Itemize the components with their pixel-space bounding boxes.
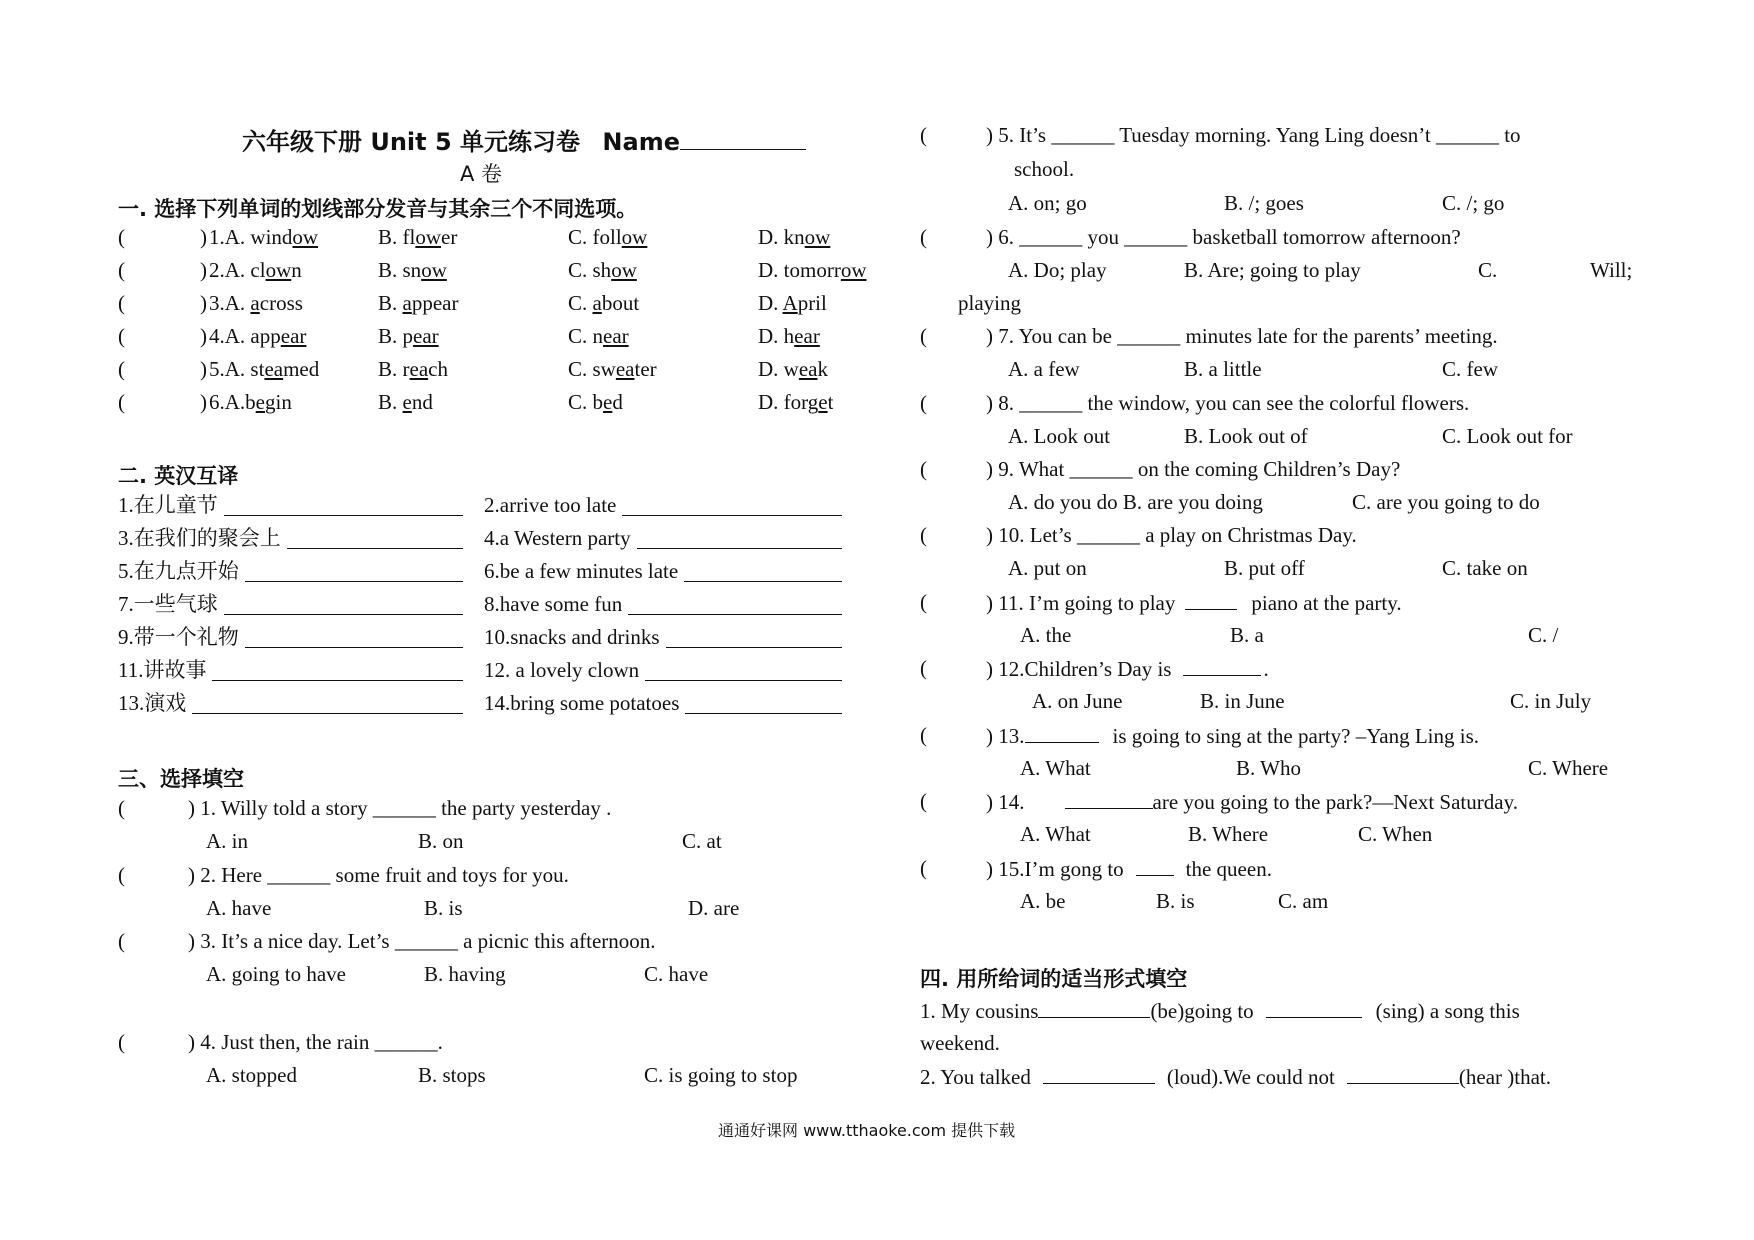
title-text: 六年级下册 Unit 5 单元练习卷 bbox=[242, 128, 581, 156]
translate-item-en bbox=[484, 626, 842, 648]
question-stem bbox=[986, 857, 1272, 880]
translate-prompt: 1.在儿童节 bbox=[118, 493, 218, 517]
option bbox=[568, 358, 657, 380]
q-paren[interactable]: ( bbox=[118, 1030, 125, 1054]
choice-option[interactable]: C. few bbox=[1442, 357, 1498, 381]
answer-blank[interactable] bbox=[622, 497, 842, 516]
paren-close: ) bbox=[200, 291, 207, 315]
answer-blank[interactable] bbox=[666, 629, 842, 648]
translate-prompt: 9.带一个礼物 bbox=[118, 625, 239, 649]
section1-heading: 一. 选择下列单词的划线部分发音与其余三个不同选项。 bbox=[118, 197, 638, 221]
option-suffix: ter bbox=[634, 357, 657, 381]
paren-close: ) bbox=[200, 357, 207, 381]
option-prefix: C. foll bbox=[568, 225, 622, 249]
option bbox=[209, 226, 318, 248]
option-suffix: er bbox=[441, 225, 458, 249]
underlined-part: ow bbox=[292, 225, 319, 249]
option-prefix: D. h bbox=[758, 324, 795, 348]
choice-option[interactable]: B. is bbox=[424, 896, 463, 920]
choice-option[interactable]: C. at bbox=[682, 829, 722, 853]
option-prefix: C. sh bbox=[568, 258, 612, 282]
option bbox=[758, 325, 820, 347]
underlined-part: ow bbox=[265, 258, 292, 282]
choice-option[interactable]: B. Are; going to play bbox=[1184, 258, 1361, 282]
choice-option[interactable]: B. Who bbox=[1236, 756, 1301, 780]
underlined-part: ow bbox=[621, 225, 648, 249]
question-stem bbox=[986, 657, 1269, 680]
underlined-part: A bbox=[782, 291, 798, 315]
translate-prompt: 10.snacks and drinks bbox=[484, 625, 660, 649]
option-prefix: B. r bbox=[378, 357, 410, 381]
q-paren[interactable]: ( bbox=[118, 291, 125, 315]
q-paren[interactable]: ( bbox=[920, 656, 927, 680]
translate-item-cn bbox=[118, 593, 463, 615]
option bbox=[758, 259, 867, 281]
choice-option[interactable]: A. What bbox=[1020, 756, 1091, 780]
footer-credit: 通通好课网 www.tthaoke.com 提供下载 bbox=[718, 1121, 1016, 1140]
paren-close: ) bbox=[200, 324, 207, 348]
choice-option[interactable]: A. the bbox=[1020, 623, 1072, 647]
answer-blank[interactable] bbox=[1136, 857, 1174, 876]
underlined-part: ea bbox=[409, 357, 429, 381]
choice-option[interactable]: Will; bbox=[1590, 258, 1633, 282]
option bbox=[378, 292, 458, 314]
q-paren[interactable]: ( bbox=[118, 390, 125, 414]
choice-option[interactable]: A. on June bbox=[1032, 689, 1123, 713]
question-stem-cont: school. bbox=[1014, 157, 1075, 181]
answer-blank[interactable] bbox=[637, 530, 842, 549]
sec4-l1-text-a: 1. My cousins bbox=[920, 999, 1039, 1023]
answer-blank[interactable] bbox=[245, 629, 463, 648]
choice-option[interactable]: A. put on bbox=[1008, 556, 1087, 580]
translate-item-cn bbox=[118, 692, 463, 714]
option-suffix: med bbox=[283, 357, 320, 381]
stem-pre: ) 12.Children’s Day is bbox=[986, 657, 1172, 681]
translate-item-cn bbox=[118, 494, 463, 516]
underlined-part: e bbox=[255, 390, 265, 414]
sec4-l2-text-b: (loud).We could not bbox=[1166, 1065, 1335, 1089]
worksheet-title bbox=[242, 122, 806, 157]
q-paren[interactable]: ( bbox=[118, 357, 125, 381]
option bbox=[378, 391, 433, 413]
translate-prompt: 5.在九点开始 bbox=[118, 559, 239, 583]
option-suffix: n bbox=[291, 258, 302, 282]
choice-option[interactable]: D. are bbox=[688, 896, 740, 920]
option bbox=[568, 226, 647, 248]
option-prefix: D. forg bbox=[758, 390, 819, 414]
q-paren[interactable]: ( bbox=[118, 324, 125, 348]
name-blank[interactable] bbox=[680, 127, 806, 150]
option-suffix: nd bbox=[411, 390, 433, 414]
choice-option[interactable]: B. in June bbox=[1200, 689, 1285, 713]
question-stem: ) 3. It’s a nice day. Let’s ______ a picnic this afternoon. bbox=[188, 929, 656, 953]
underlined-part: a bbox=[250, 291, 260, 315]
translate-item-en bbox=[484, 560, 842, 582]
choice-option[interactable]: C. have bbox=[644, 962, 709, 986]
option-prefix: D. bbox=[758, 291, 783, 315]
answer-blank[interactable] bbox=[212, 662, 463, 681]
option-prefix: 6.A.b bbox=[209, 390, 256, 414]
option bbox=[209, 292, 303, 314]
underlined-part: e bbox=[402, 390, 412, 414]
q-paren[interactable]: ( bbox=[920, 723, 927, 747]
option-prefix: C. sw bbox=[568, 357, 616, 381]
stem-post: is going to sing at the party? –Yang Ling is. bbox=[1112, 724, 1480, 748]
option-prefix: C. bbox=[568, 291, 593, 315]
answer-blank[interactable] bbox=[1185, 591, 1237, 610]
answer-blank[interactable] bbox=[224, 497, 463, 516]
underlined-part: a bbox=[402, 291, 412, 315]
q-paren[interactable]: ( bbox=[920, 523, 927, 547]
section4-heading: 四. 用所给词的适当形式填空 bbox=[920, 967, 1188, 991]
option-suffix: ch bbox=[428, 357, 448, 381]
option-suffix: bout bbox=[601, 291, 640, 315]
choice-option[interactable]: A. Look out bbox=[1008, 424, 1111, 448]
choice-option[interactable]: A. do you do B. are you doing bbox=[1008, 490, 1263, 514]
option-suffix: d bbox=[612, 390, 623, 414]
translate-prompt: 13.演戏 bbox=[118, 691, 187, 715]
option-prefix: 4.A. app bbox=[209, 324, 281, 348]
option bbox=[568, 292, 639, 314]
answer-blank[interactable] bbox=[287, 530, 463, 549]
paren-close: ) bbox=[200, 258, 207, 282]
section4-line1 bbox=[920, 999, 1520, 1022]
section4-line1-cont: weekend. bbox=[920, 1031, 1000, 1055]
choice-option[interactable]: B. a little bbox=[1184, 357, 1262, 381]
sec4-l1-blank-2[interactable] bbox=[1266, 999, 1362, 1018]
option bbox=[758, 292, 827, 314]
choice-option[interactable]: C. take on bbox=[1442, 556, 1528, 580]
option bbox=[758, 391, 833, 413]
option-prefix: D. kn bbox=[758, 225, 805, 249]
question-stem: ) 2. Here ______ some fruit and toys for you. bbox=[188, 863, 569, 887]
option-prefix: 1.A. wind bbox=[209, 225, 293, 249]
q-paren[interactable]: ( bbox=[920, 789, 927, 813]
translate-item-en bbox=[484, 659, 842, 681]
translate-prompt: 6.be a few minutes late bbox=[484, 559, 679, 583]
question-stem bbox=[986, 790, 1518, 813]
choice-option[interactable]: B. put off bbox=[1224, 556, 1305, 580]
question-stem: ) 10. Let’s ______ a play on Christmas Day. bbox=[986, 523, 1357, 547]
choice-option[interactable]: A. going to have bbox=[206, 962, 346, 986]
option-prefix: D. w bbox=[758, 357, 799, 381]
stem-post: the queen. bbox=[1185, 857, 1272, 881]
answer-blank[interactable] bbox=[684, 563, 842, 582]
translate-item-cn bbox=[118, 659, 463, 681]
sec4-l1-blank-1[interactable] bbox=[1038, 999, 1150, 1018]
option-prefix: B. sn bbox=[378, 258, 422, 282]
option-prefix: C. b bbox=[568, 390, 604, 414]
option-suffix: cross bbox=[259, 291, 303, 315]
translate-prompt: 3.在我们的聚会上 bbox=[118, 526, 281, 550]
translate-item-en bbox=[484, 494, 842, 516]
translate-item-cn bbox=[118, 560, 463, 582]
option-prefix: C. n bbox=[568, 324, 604, 348]
option-suffix: k bbox=[817, 357, 828, 381]
stem-post: are you going to the park?—Next Saturday. bbox=[1152, 790, 1518, 814]
choice-option[interactable]: B. having bbox=[424, 962, 506, 986]
underlined-part: e bbox=[603, 390, 613, 414]
translate-item-cn bbox=[118, 626, 463, 648]
q-paren[interactable]: ( bbox=[920, 590, 927, 614]
choice-option[interactable]: B. is bbox=[1156, 889, 1195, 913]
translate-prompt: 2.arrive too late bbox=[484, 493, 617, 517]
choice-option[interactable]: C. am bbox=[1278, 889, 1329, 913]
stem-post: . bbox=[1263, 657, 1269, 681]
option-prefix: B. p bbox=[378, 324, 414, 348]
stem-pre: ) 11. I’m going to play bbox=[986, 591, 1176, 615]
translate-prompt: 14.bring some potatoes bbox=[484, 691, 680, 715]
underlined-part: ea bbox=[615, 357, 635, 381]
answer-blank[interactable] bbox=[192, 695, 463, 714]
translate-prompt: 11.讲故事 bbox=[118, 658, 207, 682]
underlined-part: ow bbox=[415, 225, 442, 249]
choice-option[interactable]: C. bbox=[1478, 258, 1498, 282]
option-prefix: 3.A. bbox=[209, 291, 251, 315]
question-stem: ) 1. Willy told a story ______ the party yesterday . bbox=[188, 796, 612, 820]
choice-option[interactable]: A. be bbox=[1020, 889, 1066, 913]
option-suffix: t bbox=[827, 390, 834, 414]
paren-close: ) bbox=[200, 390, 207, 414]
option-suffix: pril bbox=[797, 291, 827, 315]
translate-item-en bbox=[484, 593, 842, 615]
question-stem: ) 7. You can be ______ minutes late for the parents’ meeting. bbox=[986, 324, 1498, 348]
q-paren[interactable]: ( bbox=[118, 225, 125, 249]
option bbox=[209, 259, 302, 281]
answer-blank[interactable] bbox=[645, 662, 842, 681]
option bbox=[209, 358, 319, 380]
underlined-part: ea bbox=[798, 357, 818, 381]
underlined-part: ow bbox=[611, 258, 637, 282]
translate-prompt: 4.a Western party bbox=[484, 526, 631, 550]
translate-item-en bbox=[484, 527, 842, 549]
q-paren[interactable]: ( bbox=[118, 863, 125, 887]
sec4-l2-blank-2[interactable] bbox=[1347, 1065, 1459, 1084]
underlined-part: ow bbox=[804, 225, 831, 249]
underlined-part: ear bbox=[603, 324, 629, 348]
choice-option[interactable]: A. have bbox=[206, 896, 272, 920]
name-label: Name bbox=[602, 128, 680, 156]
q-paren[interactable]: ( bbox=[920, 225, 927, 249]
q-paren[interactable]: ( bbox=[118, 929, 125, 953]
choice-option[interactable]: B. a bbox=[1230, 623, 1264, 647]
option bbox=[209, 391, 292, 413]
translate-prompt: 12. a lovely clown bbox=[484, 658, 640, 682]
option-prefix: D. tomorr bbox=[758, 258, 841, 282]
translate-item-cn bbox=[118, 527, 463, 549]
section3-heading: 三、选择填空 bbox=[118, 767, 244, 791]
option-prefix: B. bbox=[378, 291, 403, 315]
option-suffix: ppear bbox=[411, 291, 459, 315]
choice-option[interactable]: A. in bbox=[206, 829, 248, 853]
underlined-part: ear bbox=[794, 324, 820, 348]
choice-option[interactable]: C. in July bbox=[1510, 689, 1592, 713]
q-paren[interactable]: ( bbox=[920, 391, 927, 415]
option bbox=[758, 226, 830, 248]
answer-blank[interactable] bbox=[245, 563, 463, 582]
option-suffix: gin bbox=[265, 390, 292, 414]
option-prefix: 5.A. st bbox=[209, 357, 265, 381]
choice-option[interactable]: B. Where bbox=[1188, 822, 1269, 846]
underlined-part: a bbox=[592, 291, 602, 315]
question-stem: ) 5. It’s ______ Tuesday morning. Yang Ling doesn’t ______ to bbox=[986, 123, 1521, 147]
sec4-l2-text-c: (hear )that. bbox=[1458, 1065, 1552, 1089]
option-prefix: B. bbox=[378, 390, 403, 414]
choice-option[interactable]: A. What bbox=[1020, 822, 1091, 846]
sec4-l2-text-a: 2. You talked bbox=[920, 1065, 1031, 1089]
question-stem: ) 8. ______ the window, you can see the colorful flowers. bbox=[986, 391, 1470, 415]
option-prefix: 2.A. cl bbox=[209, 258, 266, 282]
paren-close: ) bbox=[200, 225, 207, 249]
choice-option[interactable]: C. When bbox=[1358, 822, 1433, 846]
answer-blank[interactable] bbox=[628, 596, 842, 615]
q-paren[interactable]: ( bbox=[920, 324, 927, 348]
choice-option[interactable]: A. on; go bbox=[1008, 191, 1087, 215]
option bbox=[209, 325, 306, 347]
question-stem: ) 4. Just then, the rain ______. bbox=[188, 1030, 443, 1054]
option bbox=[378, 325, 439, 347]
option-prefix: B. fl bbox=[378, 225, 416, 249]
paper-subtitle: A 卷 bbox=[460, 162, 503, 186]
option bbox=[758, 358, 828, 380]
q-paren[interactable]: ( bbox=[920, 856, 927, 880]
question-stem-cont: playing bbox=[958, 291, 1021, 315]
sec4-l1-text-c: (sing) a song this bbox=[1375, 999, 1520, 1023]
choice-option[interactable]: A. stopped bbox=[206, 1063, 297, 1087]
choice-option[interactable]: C. /; go bbox=[1442, 191, 1505, 215]
choice-option[interactable]: B. /; goes bbox=[1224, 191, 1304, 215]
choice-option[interactable]: C. Where bbox=[1528, 756, 1609, 780]
translate-item-en bbox=[484, 692, 842, 714]
option bbox=[378, 259, 447, 281]
q-paren[interactable]: ( bbox=[920, 457, 927, 481]
answer-blank[interactable] bbox=[1025, 724, 1099, 743]
choice-option[interactable]: C. are you going to do bbox=[1352, 490, 1540, 514]
q-paren[interactable]: ( bbox=[118, 258, 125, 282]
choice-option[interactable]: B. stops bbox=[418, 1063, 486, 1087]
translate-prompt: 8.have some fun bbox=[484, 592, 623, 616]
stem-post: piano at the party. bbox=[1251, 591, 1402, 615]
option bbox=[568, 325, 629, 347]
option bbox=[568, 391, 623, 413]
stem-pre: ) 14. bbox=[986, 790, 1025, 814]
choice-option[interactable]: A. Do; play bbox=[1008, 258, 1107, 282]
section2-heading: 二. 英汉互译 bbox=[118, 464, 239, 488]
question-stem bbox=[986, 591, 1402, 614]
translate-prompt: 7.一些气球 bbox=[118, 592, 218, 616]
choice-option[interactable]: C. / bbox=[1528, 623, 1559, 647]
sec4-l1-text-b: (be)going to bbox=[1150, 999, 1254, 1023]
choice-option[interactable]: C. is going to stop bbox=[644, 1063, 798, 1087]
underlined-part: e bbox=[818, 390, 828, 414]
underlined-part: ow bbox=[421, 258, 447, 282]
underlined-part: ear bbox=[280, 324, 307, 348]
answer-blank[interactable] bbox=[1183, 657, 1261, 676]
choice-option[interactable]: B. on bbox=[418, 829, 464, 853]
underlined-part: ea bbox=[264, 357, 284, 381]
question-stem: ) 9. What ______ on the coming Children’s Day? bbox=[986, 457, 1401, 481]
option bbox=[378, 226, 457, 248]
question-stem bbox=[986, 724, 1479, 747]
underlined-part: ear bbox=[413, 324, 439, 348]
stem-pre: ) 15.I’m gong to bbox=[986, 857, 1124, 881]
answer-blank[interactable] bbox=[1065, 790, 1153, 809]
answer-blank[interactable] bbox=[224, 596, 463, 615]
choice-option[interactable]: B. Look out of bbox=[1184, 424, 1308, 448]
q-paren[interactable]: ( bbox=[118, 796, 125, 820]
choice-option[interactable]: A. a few bbox=[1008, 357, 1080, 381]
stem-pre: ) 13. bbox=[986, 724, 1025, 748]
choice-option[interactable]: C. Look out for bbox=[1442, 424, 1573, 448]
question-stem: ) 6. ______ you ______ basketball tomorrow afternoon? bbox=[986, 225, 1461, 249]
section4-line2 bbox=[920, 1065, 1551, 1088]
option bbox=[568, 259, 637, 281]
answer-blank[interactable] bbox=[685, 695, 842, 714]
option bbox=[378, 358, 448, 380]
q-paren[interactable]: ( bbox=[920, 123, 927, 147]
sec4-l2-blank-1[interactable] bbox=[1043, 1065, 1155, 1084]
underlined-part: ow bbox=[840, 258, 867, 282]
